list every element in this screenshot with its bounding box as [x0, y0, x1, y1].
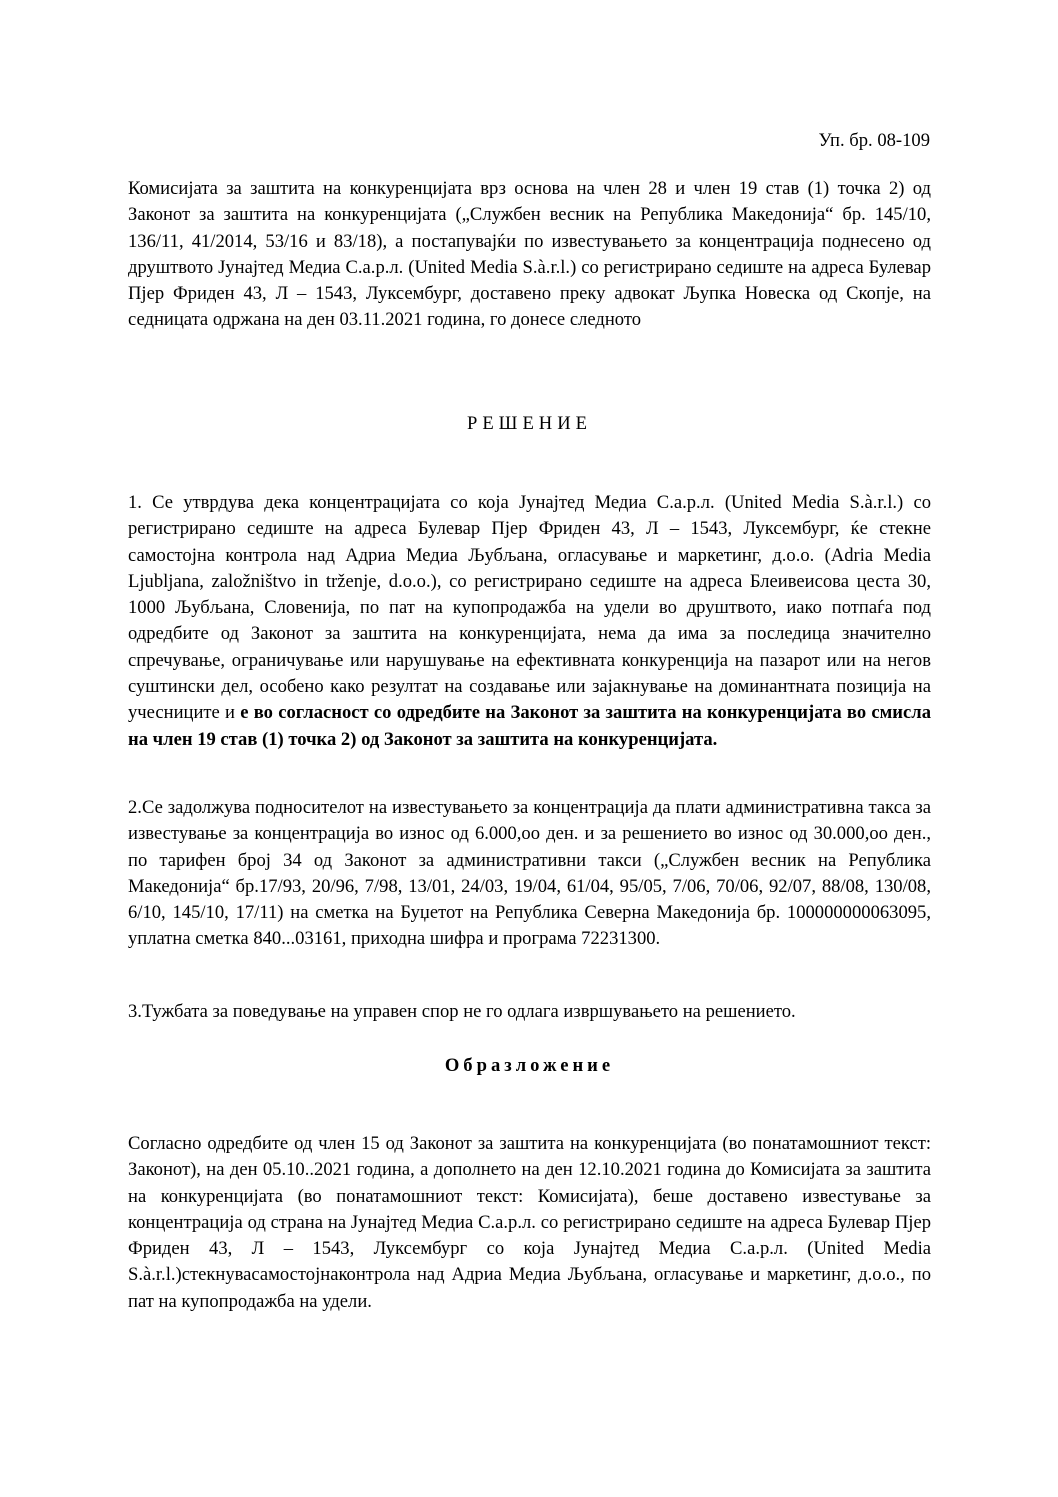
reference-number: Уп. бр. 08-109: [818, 130, 930, 151]
reasoning-title: Образложение: [444, 1055, 615, 1076]
decision-point-3: 3.Тужбата за поведување на управен спор не го одлага извршувањето на решението.: [128, 1001, 796, 1022]
decision-title: РЕШЕНИЕ: [466, 413, 593, 434]
intro-paragraph: Комисијата за заштита на конкуренцијата врз основа на член 28 и член 19 став (1) точка 2) од Законот за заштита на конкуренцијата („Службен весник на Република Македонија“ бр. 145/10, 136/11, 41/2014, 53/16 и 83/18), а постапувајќи по известувањето за концентрација поднесено од друштвото Јунајтед Медиа С.а.р.л. (United Media S.à.r.l.) со регистрирано седиште на адреса Булевар Пјер Фриден 43, Л – 1543, Луксембург, доставено преку адвокат Љупка Новеска од Скопје, на седницата одржана на ден 03.11.2021 година, го донесе следното: [128, 178, 931, 331]
decision-point-1-bold: е во согласност со одредбите на Законот за заштита на конкуренцијата во смисла на член 19 став (1) точка 2) од Законот за заштита на конкуренцијата.: [128, 702, 931, 750]
decision-point-1-text: 1. Се утврдува дека концентрацијата со која Јунајтед Медиа С.а.р.л. (United Media S.à.r.l.) со регистрирано седиште на адреса Булевар Пјер Фриден 43, Л – 1543, Луксембург, ќе стекне самостојна контрола над Адриа Медиа Љубљана, огласување и маркетинг, д.о.о. (Adria Media Ljubljana, založništvo in trženje, d.o.o.), со регистрирано седиште на адреса Блеивеисова цеста 30, 1000 Љубљана, Словенија, по пат на купопродажба на удели во друштвото, иако потпаѓа под одредбите од Законот за заштита на конкуренцијата, нема да има за последица значително спречување, ограничување или нарушување на ефективната конкуренција на пазарот или на негов суштински дел, особено како резултат на создавање или зајакнување на доминантната позиција на учесниците и: [128, 492, 931, 724]
reasoning-paragraph: Согласно одредбите од член 15 од Законот за заштита на конкуренцијата (во понатамошниот текст: Законот), на ден 05.10..2021 година, а дополнето на ден 12.10.2021 година до Комисијата за заштита на конкуренцијата (во понатамошниот текст: Комисијата), беше доставено известување за концентрација од страна на Јунајтед Медиа С.а.р.л. со регистрирано седиште на адреса Булевар Пјер Фриден 43, Л – 1543, Луксембург со која Јунајтед Медиа С.а.р.л. (United Media S.à.r.l.)стекнувасамостојнаконтрола над Адриа Медиа Љубљана, огласување и маркетинг, д.о.о., по пат на купопродажба на удели.: [128, 1133, 931, 1312]
decision-point-1: [128, 490, 931, 753]
decision-point-2: 2.Се задолжува подносителот на известувањето за концентрација да плати административна такса за известување за концентрација во износ од 6.000,оо ден. и за решението во износ од 30.000,оо ден., по тарифен број 34 од Законот за административни такси („Службен весник на Република Македонија“ бр.17/93, 20/96, 7/98, 13/01, 24/03, 19/04, 61/04, 95/05, 7/06, 70/06, 92/07, 88/08, 130/08, 6/10, 145/10, 17/11) на сметка на Буџетот на Република Северна Македонија бр. 100000000063095, уплатна сметка 840...03161, приходна шифра и програма 72231300.: [128, 797, 931, 950]
